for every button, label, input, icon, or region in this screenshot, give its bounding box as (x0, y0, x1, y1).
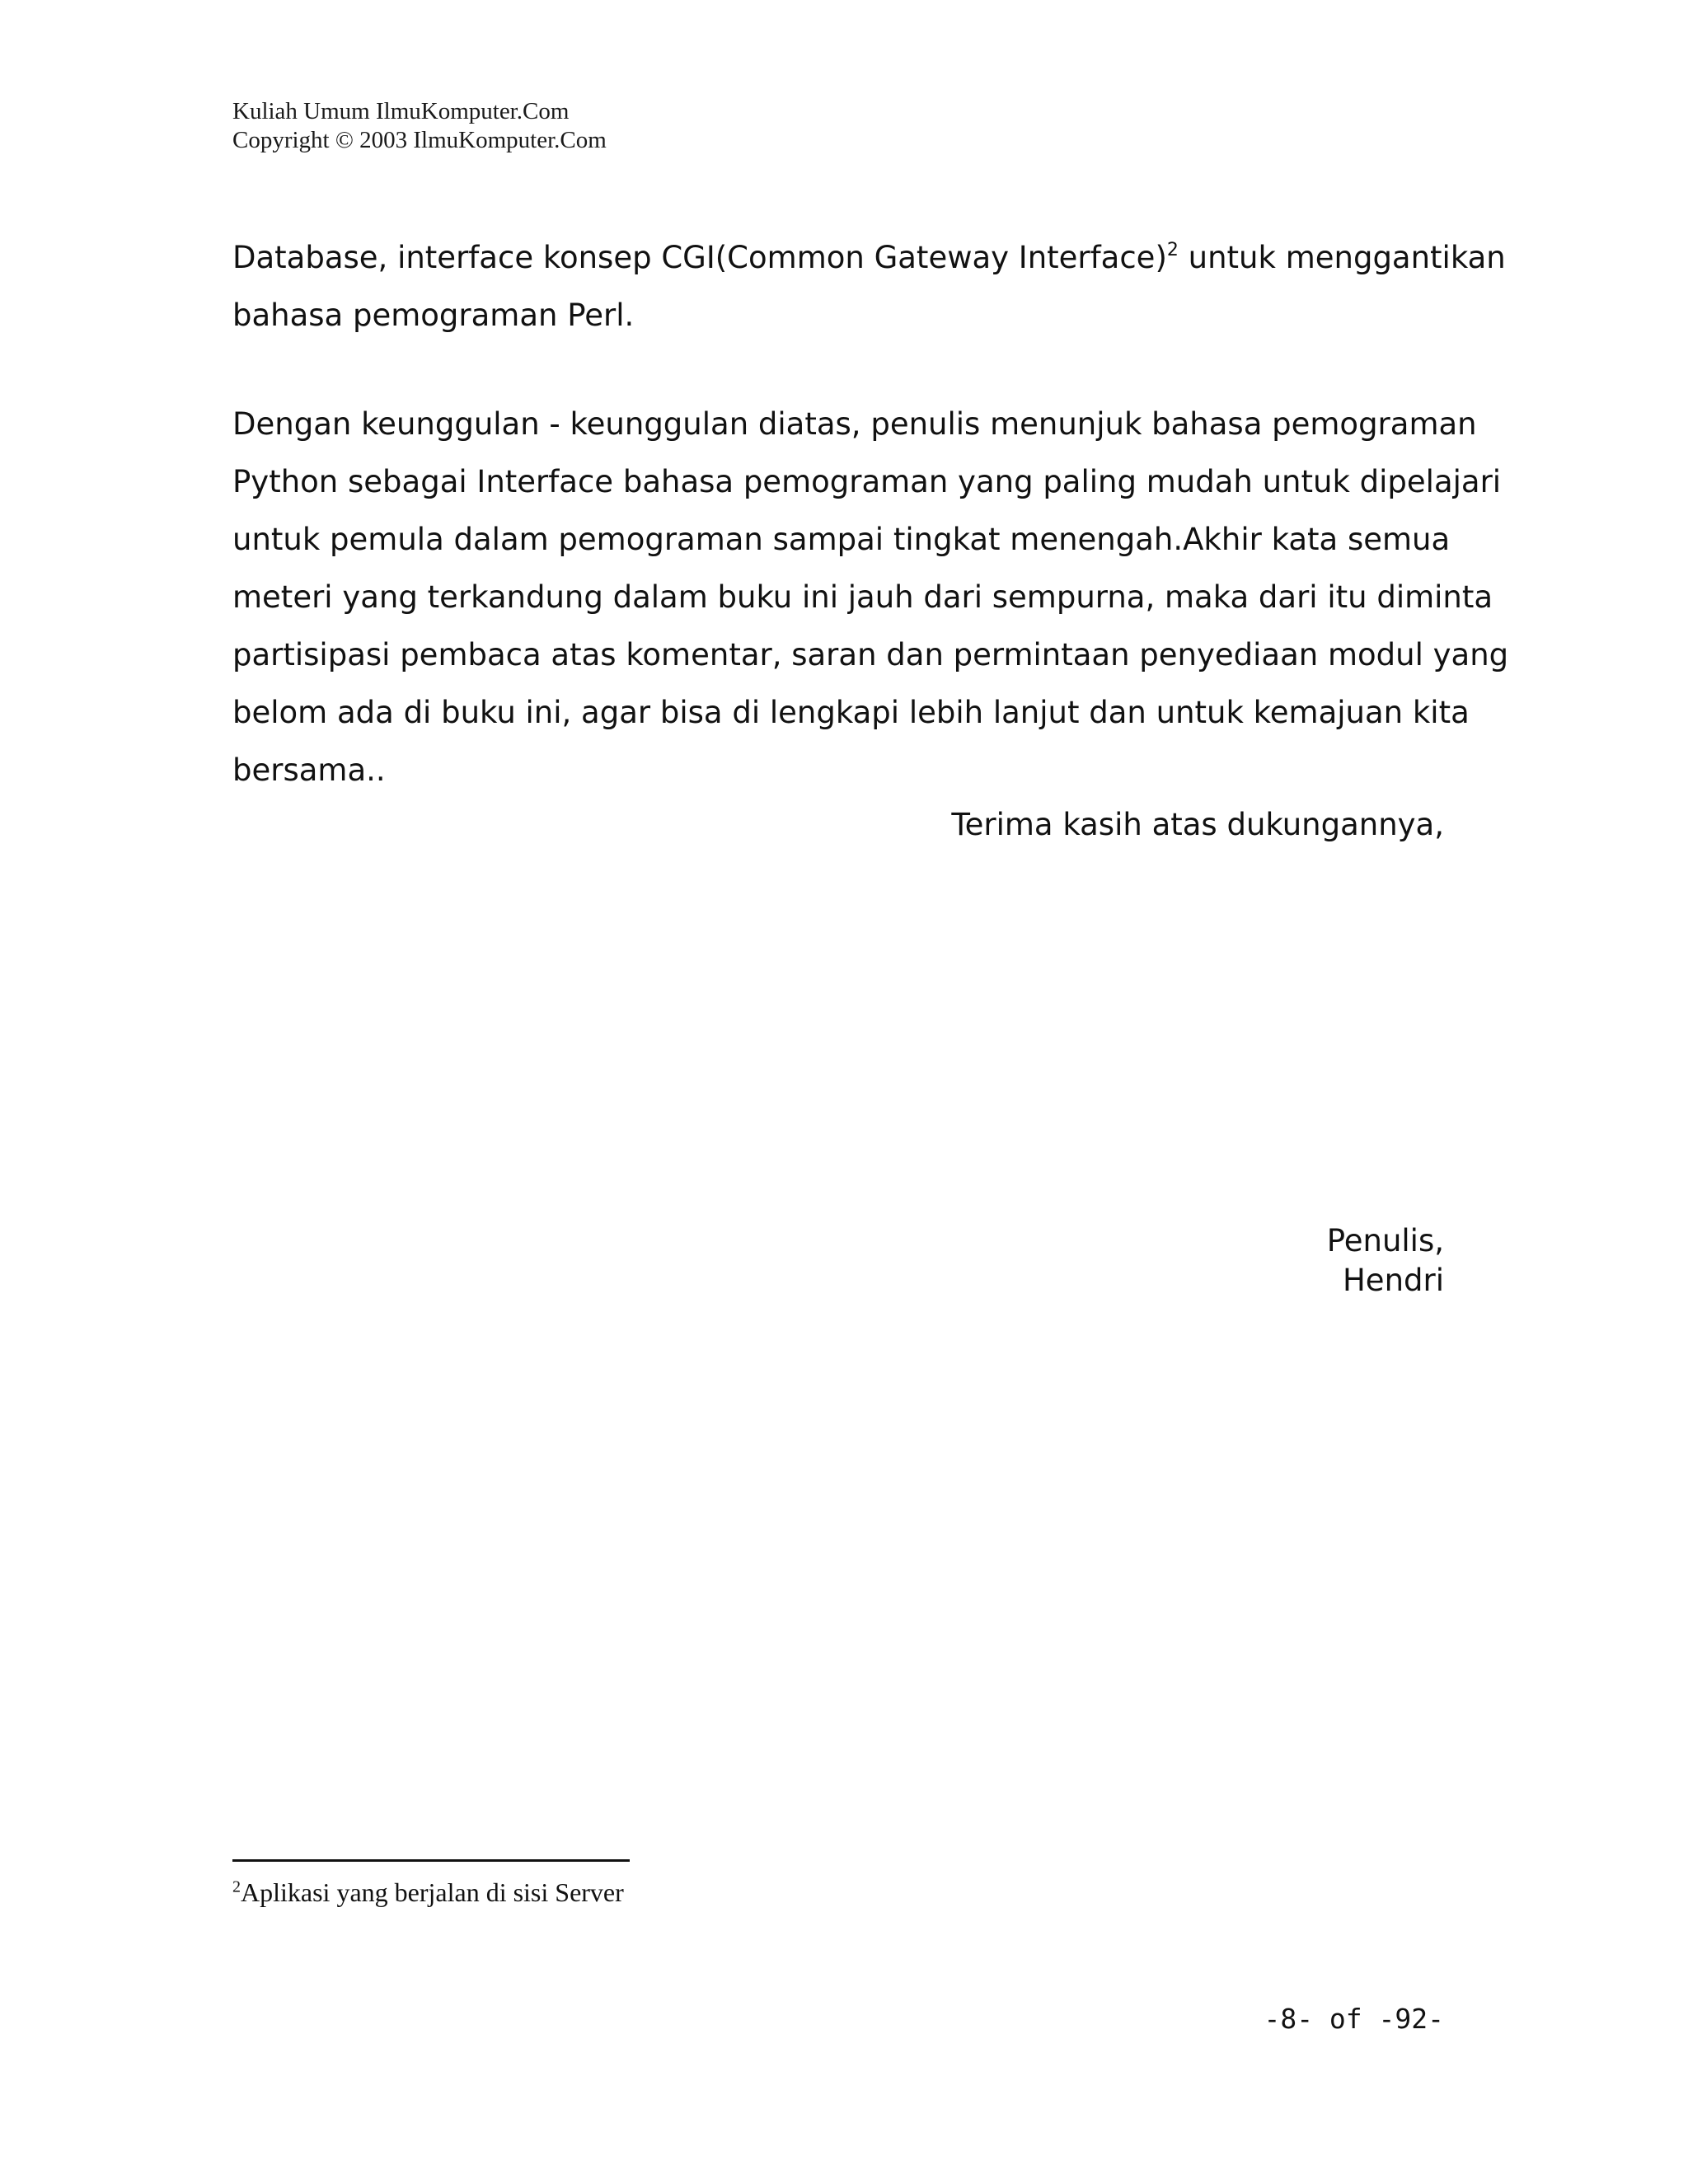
footnote-text: Aplikasi yang berjalan di sisi Server (241, 1877, 624, 1907)
paragraph-main-line: partisipasi pembaca atas komentar, saran dan permintaan penyediaan modul yang (232, 637, 1509, 673)
page-number: -8- of -92- (1264, 2003, 1444, 2035)
paragraph-intro (232, 229, 1506, 344)
paragraph-main-line: belom ada di buku ini, agar bisa di lengkapi lebih lanjut dan untuk kemajuan kita (232, 695, 1470, 730)
paragraph-main-line: Python sebagai Interface bahasa pemograman yang paling mudah untuk dipelajari (232, 464, 1502, 499)
header-course-line: Kuliah Umum IlmuKomputer.Com (232, 98, 570, 124)
signature-role: Penulis, (1326, 1223, 1444, 1258)
footnote-marker: 2 (232, 1877, 241, 1896)
paragraph-intro-line-1 (232, 229, 1506, 287)
closing-line: Terima kasih atas dukungannya, (951, 807, 1444, 842)
signature-name: Hendri (1342, 1263, 1444, 1298)
paragraph-intro-text-a: Database, interface konsep CGI(Common Gateway Interface) (232, 240, 1167, 275)
paragraph-intro-text-b: untuk menggantikan (1178, 240, 1506, 275)
paragraph-main (232, 396, 1509, 799)
paragraph-intro-line-2: bahasa pemograman Perl. (232, 298, 635, 333)
footnote-reference[interactable]: 2 (1166, 239, 1179, 260)
footnote (232, 1876, 624, 1909)
signature-block (232, 1221, 1444, 1301)
header-copyright-line: Copyright © 2003 IlmuKomputer.Com (232, 127, 607, 153)
paragraph-main-line: meteri yang terkandung dalam buku ini jauh dari sempurna, maka dari itu diminta (232, 579, 1493, 615)
paragraph-main-line: bersama.. (232, 752, 386, 788)
footnote-separator (232, 1859, 630, 1862)
page-header (232, 97, 607, 155)
paragraph-main-line: untuk pemula dalam pemograman sampai tingkat menengah.Akhir kata semua (232, 522, 1451, 557)
paragraph-main-line: Dengan keunggulan - keunggulan diatas, penulis menunjuk bahasa pemograman (232, 406, 1477, 442)
